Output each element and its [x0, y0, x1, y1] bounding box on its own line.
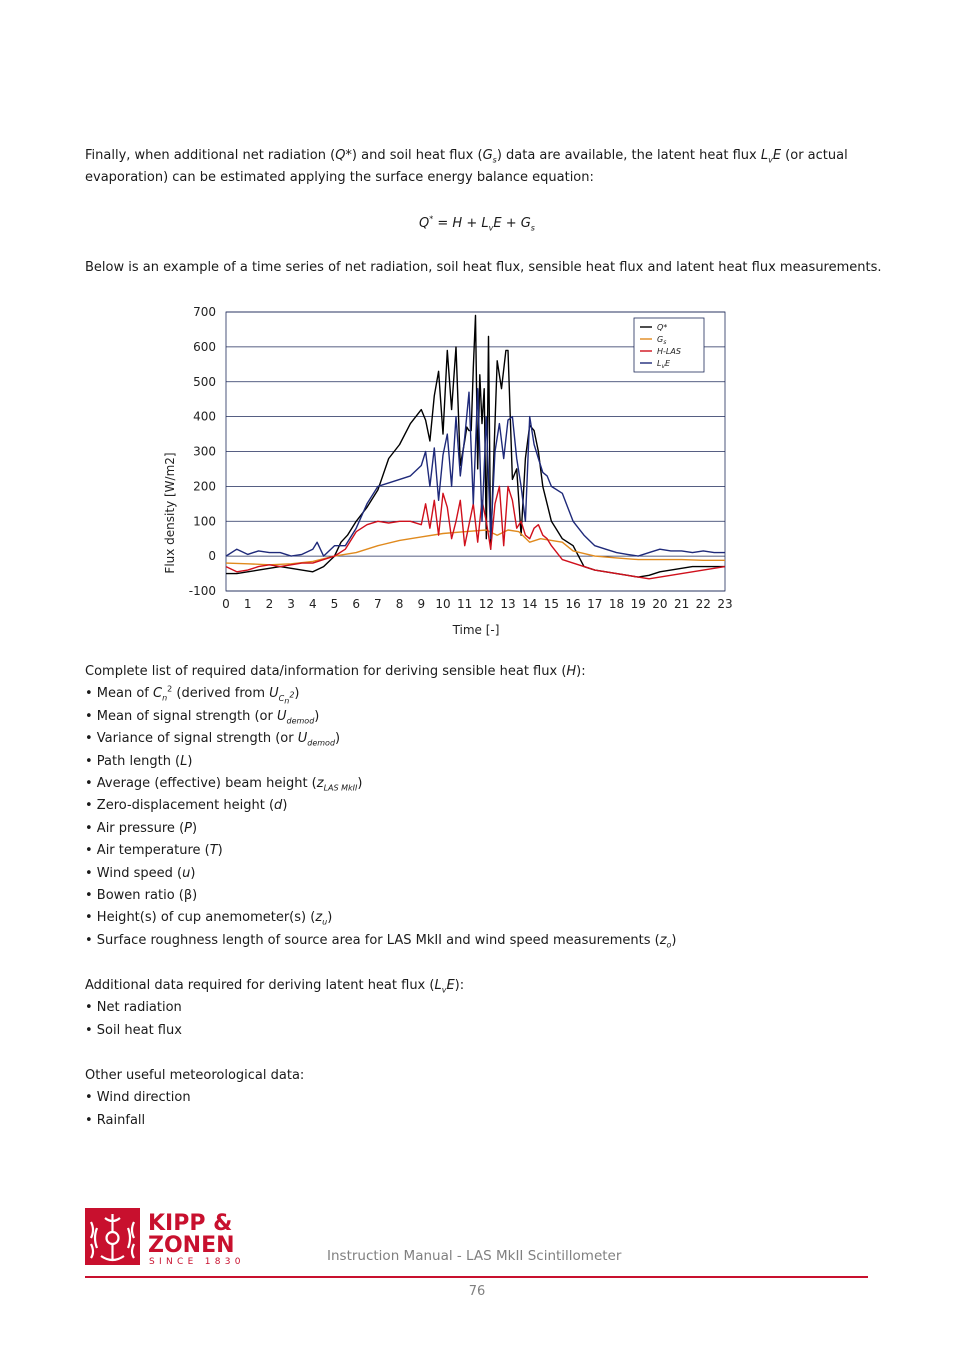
x-tick-label: 20: [652, 597, 668, 611]
y-tick-label: 700: [193, 305, 216, 319]
y-axis-label: Flux density [W/m2]: [163, 452, 177, 574]
energy-balance-equation: [0, 216, 954, 231]
other-heading: Other useful meteorological data:: [85, 1068, 305, 1083]
list-item: • Mean of $C_n^2$ (derived from $U_{C_n^2}$): [85, 685, 300, 706]
x-tick-label: 18: [608, 597, 625, 611]
y-tick-label: 500: [193, 374, 216, 389]
intro-paragraph: Finally, when additional net radiation (Q*) and soil heat flux $(G_s)$ data are available, the latent heat flux $L_vE$ (or actual evaporation) can be estimated applying the surface energy balance equation:: [85, 148, 848, 186]
y-tick-label: 400: [193, 409, 216, 424]
list-item: • Net radiation: [85, 1000, 182, 1016]
x-tick-label: 7: [374, 597, 382, 611]
list-item: • Soil heat flux: [85, 1022, 182, 1038]
x-tick-label: 2: [265, 597, 274, 611]
footer-divider: [85, 1276, 868, 1278]
y-tick-label: -100: [188, 584, 216, 598]
list-item: • Wind speed (u): [85, 865, 196, 881]
x-tick-label: 8: [395, 597, 404, 611]
list-item: • Mean of signal strength (or $U_{demod}$): [85, 708, 320, 726]
x-tick-label: 1: [243, 597, 252, 611]
x-tick-label: 9: [417, 597, 426, 611]
x-tick-label: 6: [352, 597, 360, 611]
list-item: • Zero-displacement height (d): [85, 798, 288, 814]
list-item: • Average (effective) beam height $(z_{LAS MkII})$: [85, 775, 363, 793]
flux-chart: [150, 300, 750, 645]
required-data-list: [85, 661, 677, 952]
list-item: • Bowen ratio (β): [85, 887, 198, 903]
x-tick-label: 16: [565, 597, 581, 611]
list-item: • Variance of signal strength (or $U_{demod}$): [85, 731, 341, 748]
legend-label: $G_s$: [657, 335, 667, 346]
latent-data-list: [85, 975, 464, 1042]
equation-rendered: $Q^* = H + L_vE + G_s$: [419, 214, 535, 233]
x-tick-label: 17: [587, 597, 603, 611]
list-item: • Path length (L): [85, 753, 193, 769]
x-tick-label: 23: [717, 597, 733, 611]
x-tick-label: 0: [222, 597, 230, 611]
list-item: • Wind direction: [85, 1090, 191, 1106]
x-tick-label: 3: [287, 597, 295, 611]
legend-label: Q*: [657, 323, 668, 332]
y-tick-label: 300: [193, 444, 216, 459]
x-tick-label: 15: [543, 597, 560, 611]
logo-since: SINCE 1830: [149, 1257, 245, 1266]
x-tick-label: 22: [695, 597, 711, 611]
manual-title: Instruction Manual - LAS MkII Scintillometer: [327, 1248, 622, 1264]
y-tick-label: 100: [193, 514, 216, 529]
y-tick-label: 200: [193, 479, 216, 494]
flux-chart-svg: [150, 300, 750, 645]
list-item: • Air temperature (T): [85, 843, 223, 859]
x-tick-label: 21: [673, 597, 690, 611]
series-line-1: [226, 530, 725, 565]
logo-line-1: KIPP &: [148, 1211, 233, 1236]
x-tick-label: 19: [630, 597, 646, 611]
x-tick-label: 11: [457, 597, 473, 611]
x-tick-label: 13: [500, 597, 516, 611]
x-tick-label: 14: [522, 597, 538, 611]
latent-heading: Additional data required for deriving latent heat flux $(L_vE)$:: [85, 978, 465, 995]
y-tick-label: 600: [193, 339, 216, 354]
legend-label: $L_vE$: [657, 359, 671, 370]
x-tick-label: 5: [330, 597, 339, 611]
x-tick-label: 12: [478, 597, 494, 611]
list-item: • Surface roughness length of source area for LAS MkII and wind speed measurements $(z_o)$: [85, 932, 677, 950]
list-item: • Rainfall: [85, 1112, 146, 1128]
logo-line-2: ZONEN: [148, 1233, 235, 1258]
list-item: • Height(s) of cup anemometer(s) $(z_u)$: [85, 910, 333, 927]
other-data-list: [85, 1065, 304, 1132]
page-number: 76: [468, 1284, 486, 1299]
series-line-2: [226, 486, 725, 578]
kipp-zonen-logo: [85, 1208, 270, 1266]
legend-label: H-LAS: [657, 347, 681, 356]
list-item: • Air pressure (P): [85, 820, 198, 836]
x-axis-label: Time [-]: [452, 623, 500, 637]
y-tick-label: 0: [208, 549, 216, 564]
required-heading: Complete list of required data/information for deriving sensible heat flux (H):: [85, 664, 586, 679]
x-tick-label: 10: [435, 597, 451, 611]
x-tick-label: 4: [308, 597, 317, 611]
example-paragraph: Below is an example of a time series of net radiation, soil heat flux, sensible heat flux and latent heat flux measurements.: [85, 260, 882, 275]
